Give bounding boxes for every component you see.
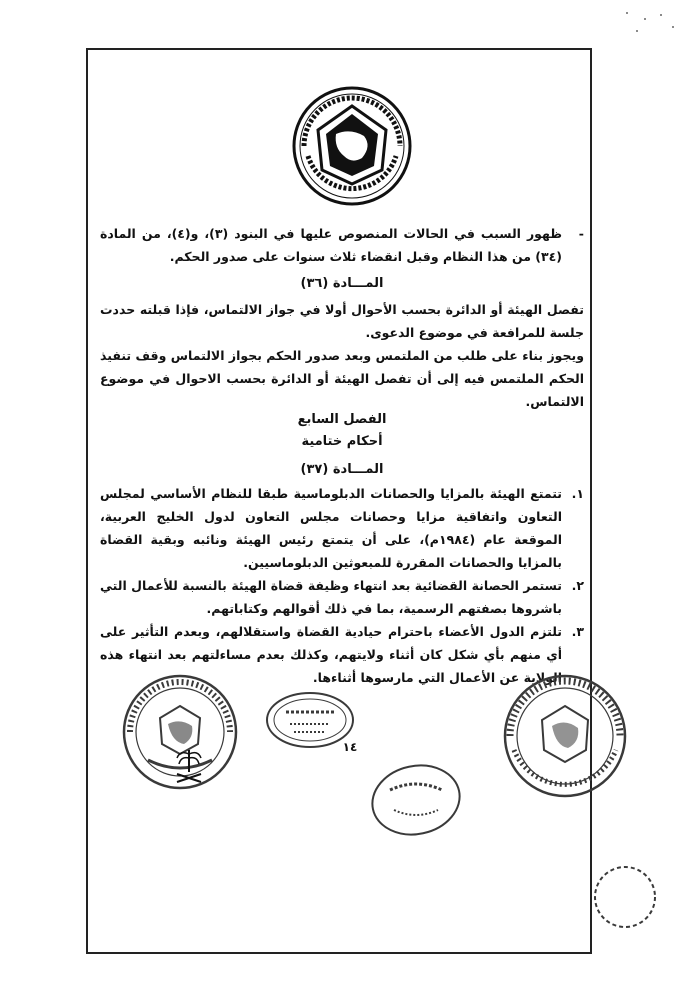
ministry-seal-oval-icon: [264, 690, 356, 750]
article-37-item: [100, 574, 584, 620]
page-number: ١٤: [342, 740, 358, 754]
article-37-item: [100, 482, 584, 574]
article-37-body: [100, 482, 584, 689]
item-text: تلتزم الدول الأعضاء باحترام حيادية القضاة واستقلالهم، وبعدم التأثير على أي منهم بأي شكل كان أثناء ولايتهم، وكذلك بعدم مساءلتهم بعد انتهاء هذه الولاية عن الأعمال التي مارسوها أثناءها.: [100, 624, 562, 685]
bullet-dash: -: [578, 226, 584, 241]
scan-specks: [616, 8, 686, 38]
chapter-subtitle: أحكام ختامية: [301, 434, 383, 449]
bullet-clause-text: ظهور السبب في الحالات المنصوص عليها في البنود (٣)، و(٤)، من المادة (٣٤) من هذا النظام وقبل انقضاء ثلاث سنوات على صدور الحكم.: [100, 226, 562, 264]
bullet-clause: [100, 222, 584, 268]
gcc-emblem-icon: [290, 84, 414, 208]
item-number: ١.: [571, 486, 584, 501]
gcc-seal-right-icon: [500, 670, 630, 802]
item-number: ٣.: [571, 624, 584, 639]
saudi-emblem-oval-icon: [366, 760, 466, 840]
item-text: تتمتع الهيئة بالمزايا والحصانات الدبلوماسية طبقا للنظام الأساسي لمجلس التعاون واتفاقية مزايا وحصانات مجلس التعاون لدول الخليج العربية، الموقعة عام (١٩٨٤م)، على أن يتمتع رئيس الهيئة ونائبه وبقية القضاة بالمزايا والحصانات المقررة للمبعوثين الدبلوماسيين.: [100, 486, 562, 570]
item-number: ٢.: [571, 578, 584, 593]
gcc-seal-partial-icon: [590, 862, 660, 932]
article-36-body: [100, 298, 584, 413]
palm-swords-icon: [172, 746, 206, 786]
article-36-title: المـــادة (٣٦): [300, 276, 384, 291]
article-36-paragraph-1: تفصل الهيئة أو الدائرة بحسب الأحوال أولا في جواز الالتماس، فإذا قبلته حددت جلسة للمرافعة في موضوع الدعوى.: [100, 302, 584, 340]
article-37-title: المـــادة (٣٧): [300, 462, 384, 477]
chapter-title: الفصل السابع: [297, 412, 387, 427]
item-text: تستمر الحصانة القضائية بعد انتهاء وظيفة قضاة الهيئة بالنسبة للأعمال التي باشروها بصفتهم الرسمية، بما في ذلك أقوالهم وكتاباتهم.: [100, 578, 562, 616]
article-36-paragraph-2: ويجوز بناء على طلب من الملتمس وبعد صدور الحكم بجواز الالتماس وقف تنفيذ الحكم الملتمس فيه إلى أن تفصل الهيئة أو الدائرة بحسب الاحوال في موضوع الالتماس.: [100, 348, 584, 409]
